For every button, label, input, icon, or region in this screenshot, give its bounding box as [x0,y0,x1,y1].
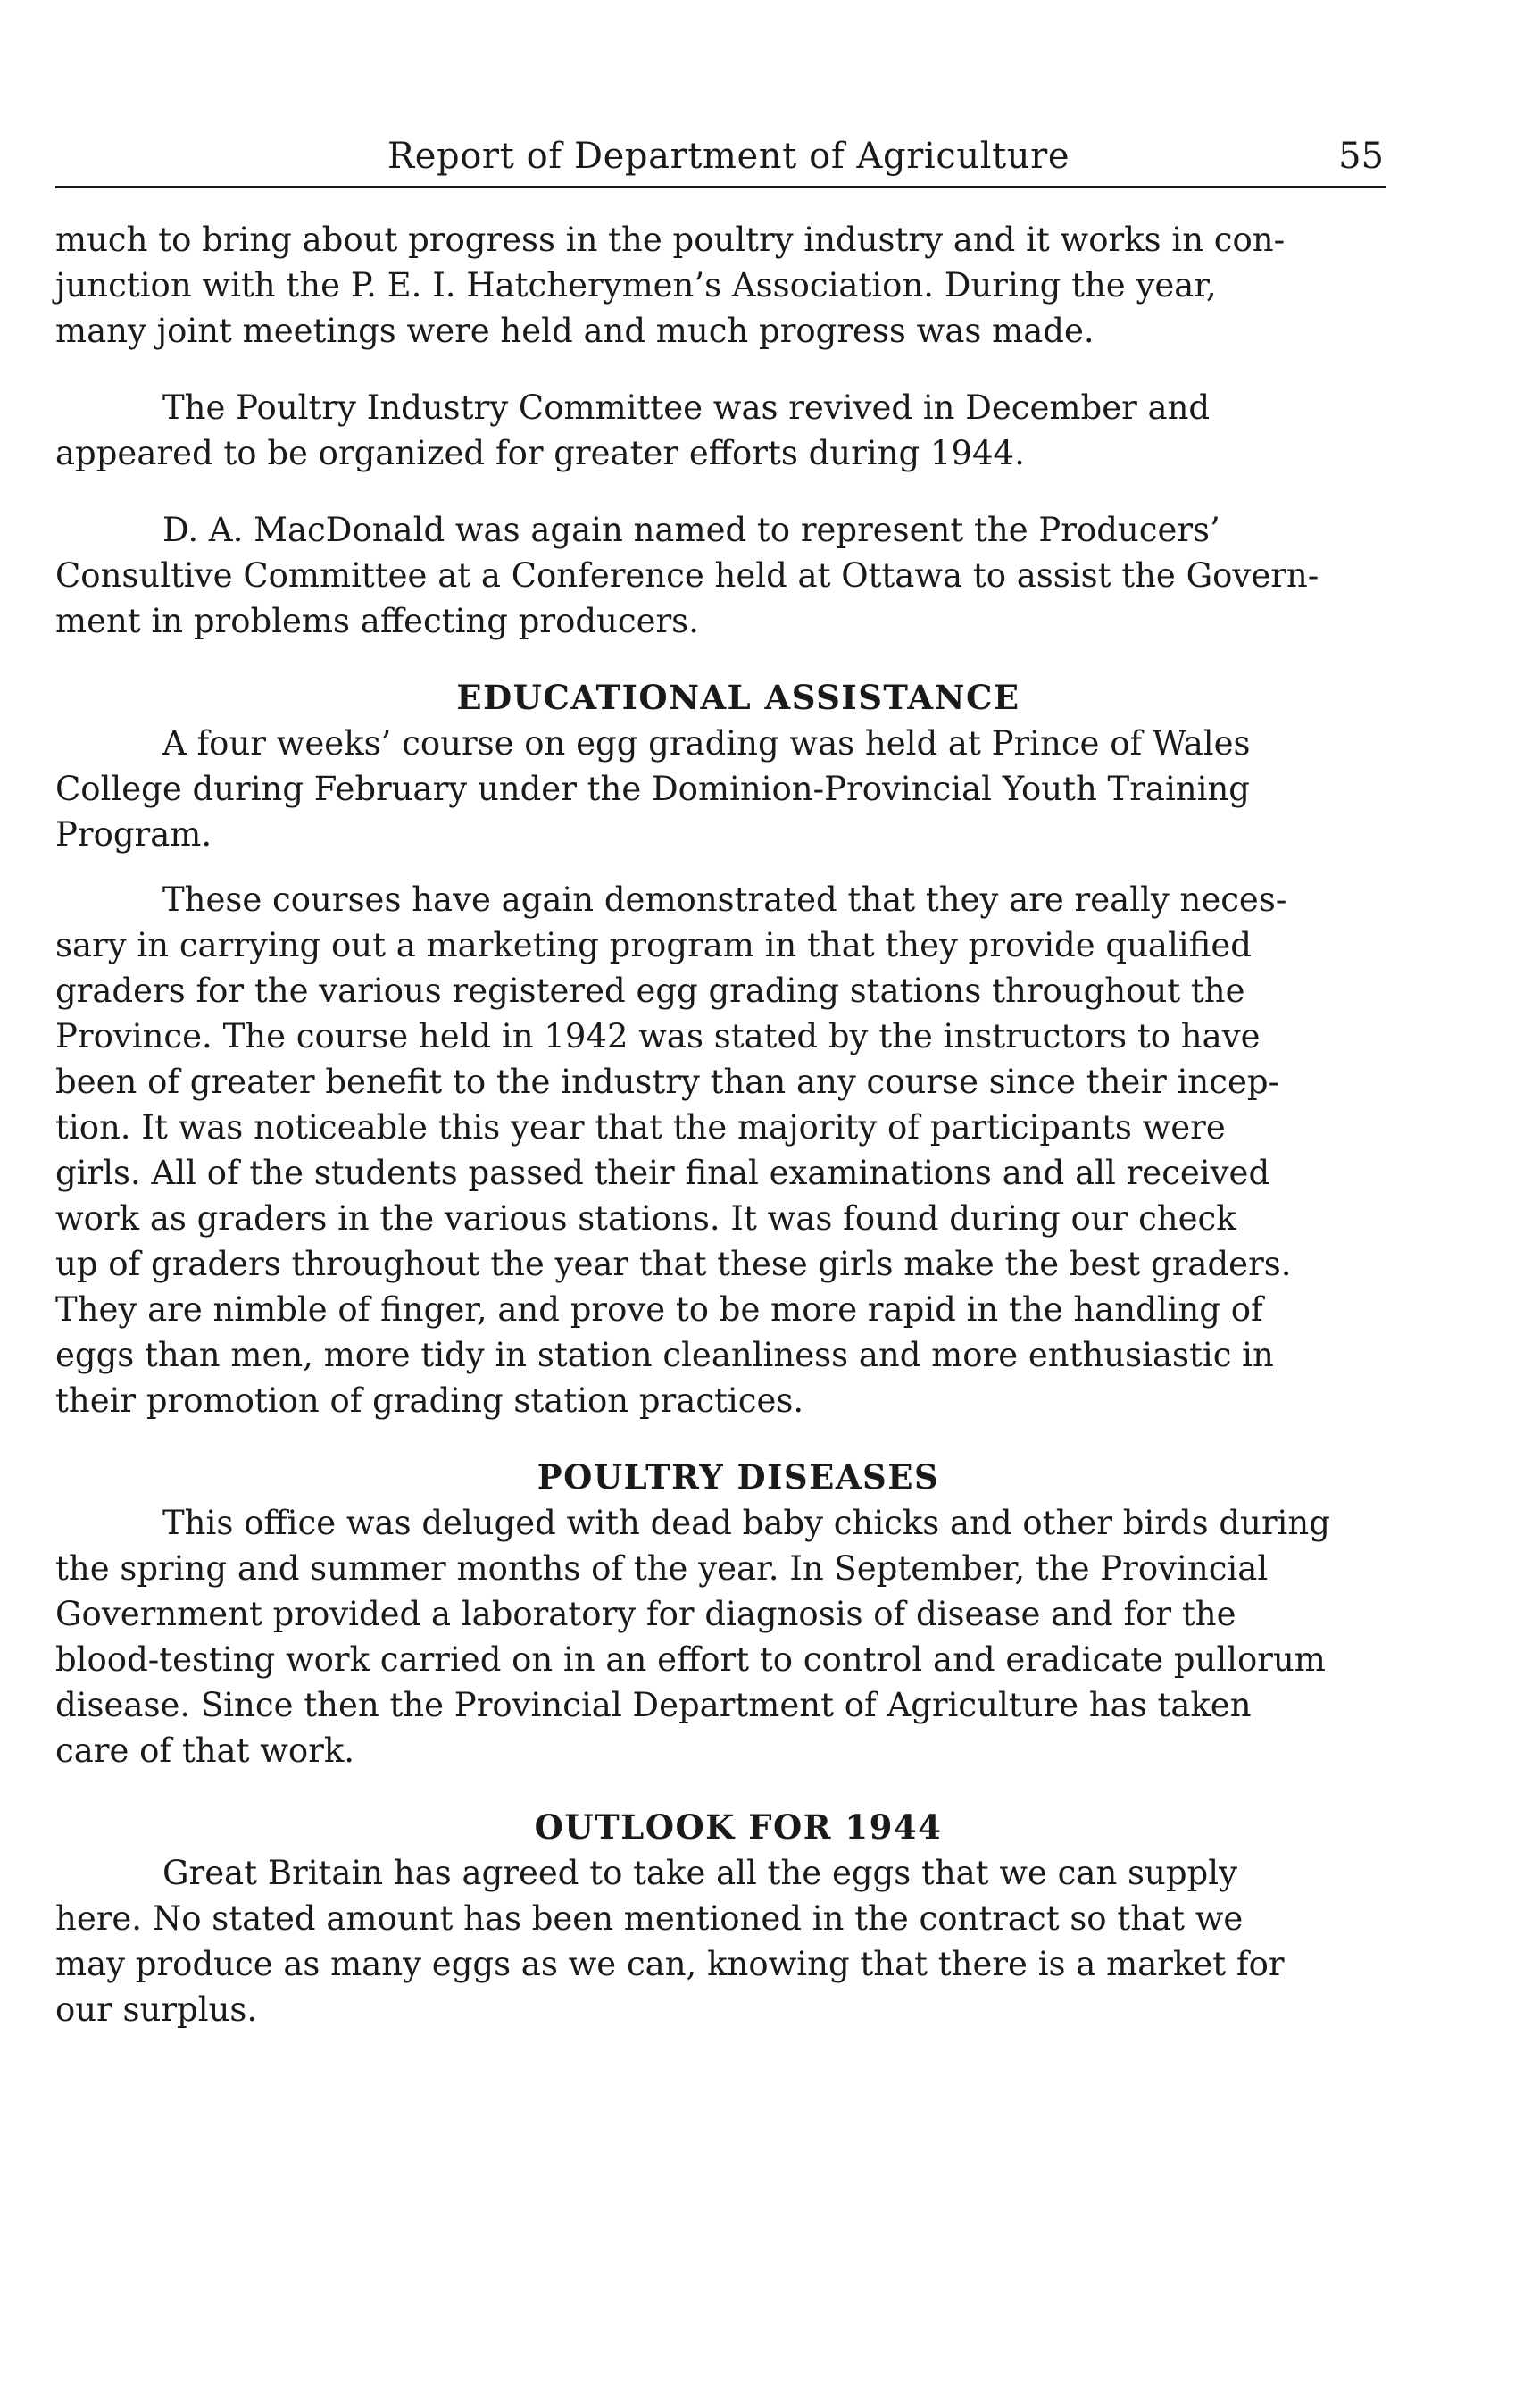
text-line: sary in carrying out a marketing program in that they provide qualified [55,926,1252,964]
text-line: girls. All of the students passed their final examinations and all received [55,1154,1270,1192]
text-line: Government provided a laboratory for diagnosis of disease and for the [55,1595,1236,1633]
paragraph-poultry-diseases [55,1500,1386,1773]
text-line: up of graders throughout the year that these girls make the best graders. [55,1245,1292,1283]
text-line: many joint meetings were held and much progress was made. [55,312,1095,350]
running-header [55,134,1386,188]
section-heading-outlook: OUTLOOK FOR 1944 [534,1807,943,1847]
text-line: been of greater benefit to the industry than any course since their incep- [55,1063,1280,1101]
text-line: work as graders in the various stations. It was found during our check [55,1199,1236,1238]
section-heading-educational-assistance: EDUCATIONAL ASSISTANCE [456,678,1020,717]
text-line: care of that work. [55,1731,355,1770]
text-line: Program. [55,815,212,854]
running-title: Report of Department of Agriculture [387,136,1070,177]
paragraph-egg-grading-course [55,721,1386,857]
text-line: blood-testing work carried on in an effort to control and eradicate pullorum [55,1640,1326,1679]
text-line: their promotion of grading station practices. [55,1381,804,1420]
text-line: This office was deluged with dead baby chicks and other birds during [162,1504,1330,1542]
text-line: College during February under the Dominion-Provincial Youth Training [55,770,1250,808]
text-line: our surplus. [55,1990,258,2029]
section-heading-poultry-diseases: POULTRY DISEASES [537,1457,940,1497]
text-line: They are nimble of finger, and prove to be more rapid in the handling of [55,1290,1263,1329]
text-line: the spring and summer months of the year. In September, the Provincial [55,1549,1269,1588]
text-line: Consultive Committee at a Conference held at Ottawa to assist the Govern- [55,556,1319,595]
text-line: much to bring about progress in the poultry industry and it works in con- [55,221,1286,259]
text-line: may produce as many eggs as we can, knowing that there is a market for [55,1945,1285,1983]
paragraph-courses-demonstrated [55,877,1386,1423]
text-line: D. A. MacDonald was again named to represent the Producers’ [162,511,1220,549]
paragraph-poultry-committee [55,385,1386,476]
text-line: A four weeks’ course on egg grading was held at Prince of Wales [162,724,1251,763]
paragraph-continuation [55,217,1386,354]
paragraph-outlook [55,1850,1386,2032]
text-line: These courses have again demonstrated that they are really neces- [162,880,1287,919]
page-body [55,217,1386,2032]
page-number: 55 [1338,136,1384,177]
text-line: graders for the various registered egg grading stations throughout the [55,972,1245,1010]
text-line: junction with the P. E. I. Hatcherymen’s Association. During the year, [55,266,1217,305]
text-line: here. No stated amount has been mentioned in the contract so that we [55,1899,1244,1938]
paragraph-macdonald [55,507,1386,644]
text-line: appeared to be organized for greater efforts during 1944. [55,434,1025,472]
text-line: Province. The course held in 1942 was stated by the instructors to have [55,1017,1261,1055]
text-line: disease. Since then the Provincial Department of Agriculture has taken [55,1686,1252,1724]
document-page [55,134,1386,2032]
text-line: Great Britain has agreed to take all the eggs that we can supply [162,1854,1237,1892]
text-line: ment in problems affecting producers. [55,602,699,640]
text-line: The Poultry Industry Committee was revived in December and [162,388,1211,427]
text-line: tion. It was noticeable this year that the majority of participants were [55,1108,1226,1147]
text-line: eggs than men, more tidy in station cleanliness and more enthusiastic in [55,1336,1274,1374]
